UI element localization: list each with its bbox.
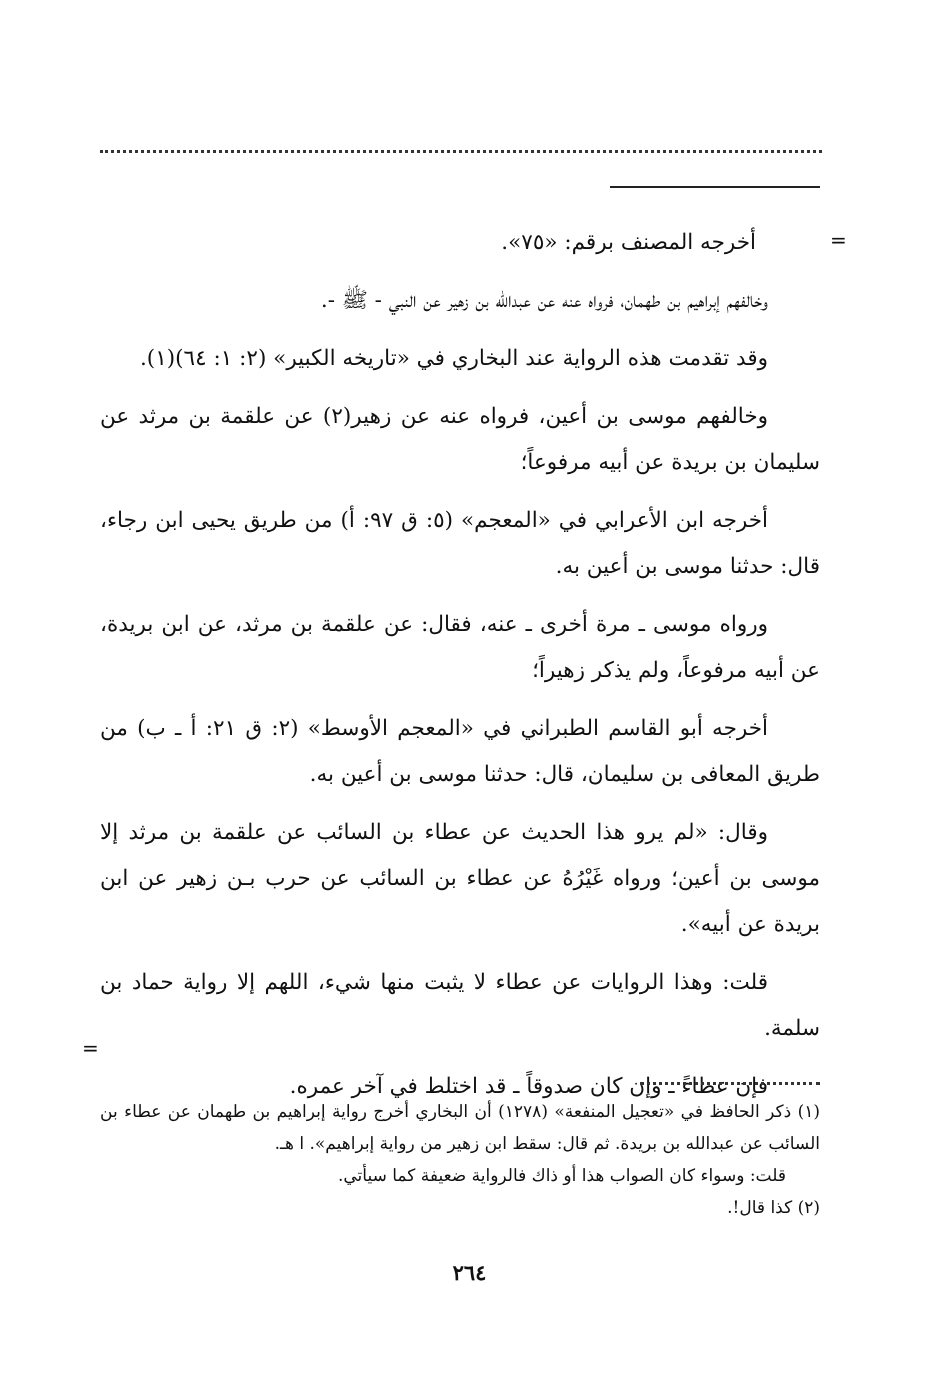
paragraph: فإن عطاءً ـ وإن كان صدوقاً ـ قد اختلط في آخر عمره. [289, 1074, 768, 1099]
main-text [100, 220, 820, 1122]
continuation-marker-top: = [830, 228, 847, 252]
continuation-marker-bottom: = [82, 1036, 99, 1060]
paragraph: أخرجه ابن الأعرابي في «المعجم» (٥: ق ٩٧: أ) من طريق يحيى ابن رجاء، قال: حدثنا موسى بن أعين به. [100, 508, 820, 579]
footnotes [100, 1096, 820, 1224]
paragraph: أخرجه المصنف برقم: «٧٥». [501, 230, 756, 255]
header-short-rule [610, 186, 820, 188]
footnote-2: (٢) كذا قال!. [727, 1198, 820, 1218]
header-dotted-separator [100, 150, 822, 153]
paragraph: وقد تقدمت هذه الرواية عند البخاري في «تاريخه الكبير» (٢: ١: ٦٤)(١). [139, 346, 768, 371]
paragraph: أخرجه أبو القاسم الطبراني في «المعجم الأوسط» (٢: ق ٢١: أ ـ ب) من طريق المعافى بن سليمان، قال: حدثنا موسى بن أعين به. [100, 716, 820, 787]
page-number: ٢٦٤ [452, 1260, 487, 1285]
paragraph: وخالفهم إبراهيم بن طهمان، فرواه عنه عن عبدالله بن زهير عن النبي - ﷺ -. [320, 288, 768, 313]
footnote-1-comment: قلت: وسواء كان الصواب هذا أو ذاك فالرواية ضعيفة كما سيأتي. [337, 1166, 786, 1186]
paragraph: قلت: وهذا الروايات عن عطاء لا يثبت منها شيء، اللهم إلا رواية حماد بن سلمة. [100, 970, 820, 1041]
paragraph: ورواه موسى ـ مرة أخرى ـ عنه، فقال: عن علقمة بن مرثد، عن ابن بريدة، عن أبيه مرفوعاً، ولم يذكر زهيراً؛ [100, 612, 820, 683]
footnote-dotted-separator [640, 1082, 820, 1085]
footnote-1: (١) ذكر الحافظ في «تعجيل المنفعة» (١٢٧٨) أن البخاري أخرج رواية إبراهيم بن طهمان عن عطاء بن السائب عن عبدالله بن بريدة. ثم قال: سقط ابن زهير من رواية إبراهيم». ا هـ. [100, 1102, 820, 1154]
paragraph: وقال: «لم يرو هذا الحديث عن عطاء بن السائب عن علقمة بن مرثد إلا موسى بن أعين؛ ورواه غَيْرُهُ عن عطاء بن السائب عن حرب بـن زهير عن ابن بريدة عن أبيه». [100, 820, 820, 937]
paragraph: وخالفهم موسى بن أعين، فرواه عنه عن زهير(٢) عن علقمة بن مرثد عن سليمان بن بريدة عن أبيه مرفوعاً؛ [100, 404, 820, 475]
